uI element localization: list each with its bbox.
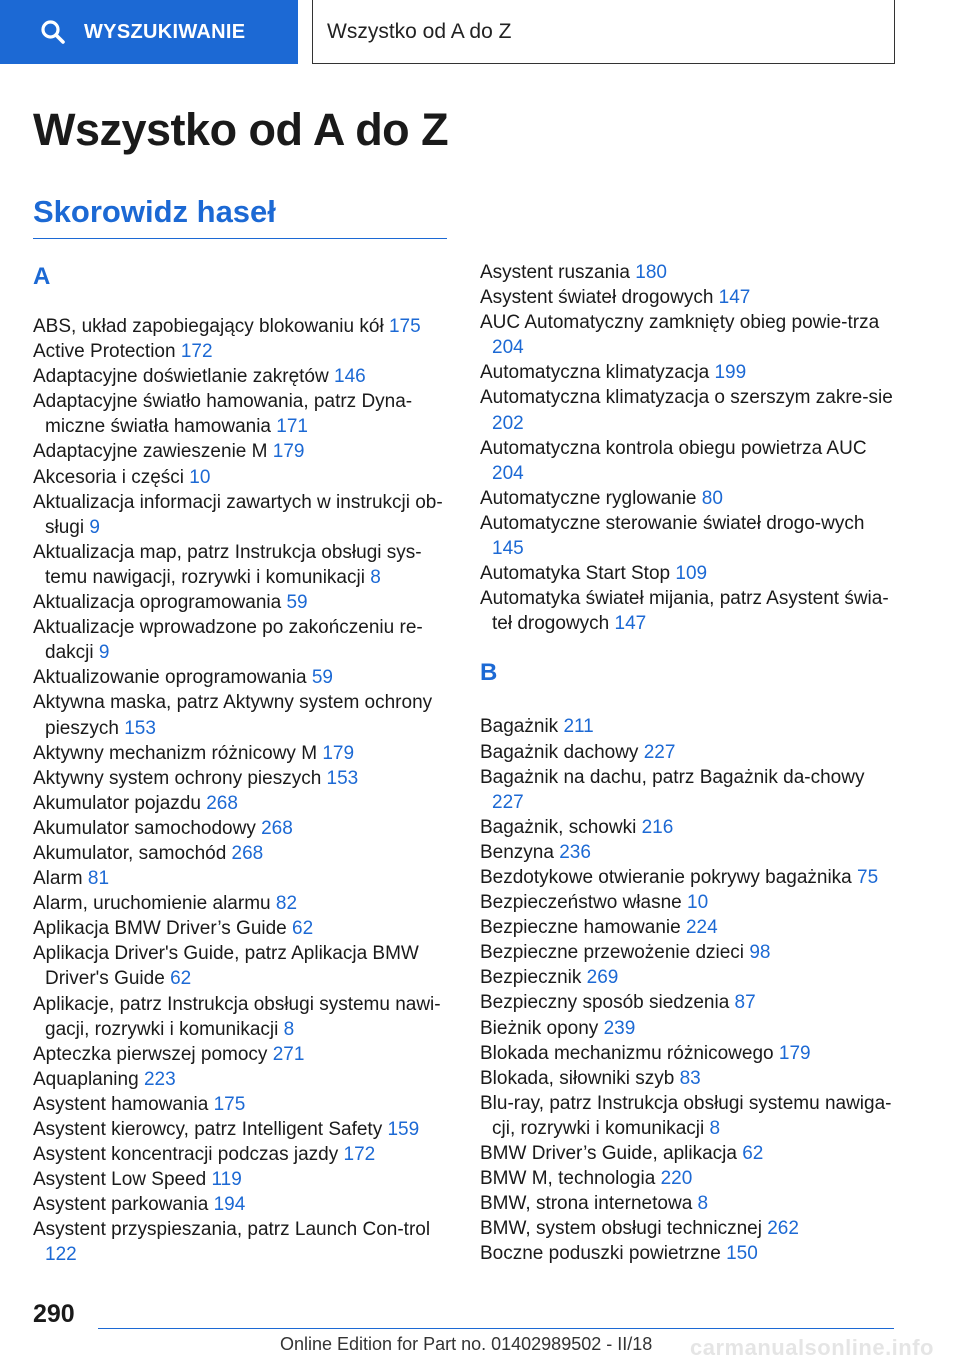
index-entry-text: Aplikacje, patrz Instrukcja obsługi systemu nawi-gacji, rozrywki i komunikacji (33, 993, 441, 1040)
index-entry (480, 1091, 900, 1141)
index-entry-text: Aktywna maska, patrz Aktywny system ochrony pieszych (33, 692, 433, 739)
index-entry (480, 765, 900, 815)
page-link[interactable]: 216 (641, 816, 674, 838)
page-link[interactable]: 220 (660, 1168, 693, 1190)
page-link[interactable]: 180 (635, 262, 667, 283)
index-entry (480, 385, 900, 435)
page-link[interactable]: 239 (603, 1017, 636, 1039)
letter-heading-a: A (33, 263, 51, 290)
page-link[interactable]: 236 (559, 841, 591, 863)
index-entry-text: Aktywny system ochrony pieszych (33, 767, 322, 789)
page-link[interactable]: 271 (272, 1043, 305, 1065)
page-link[interactable]: 179 (322, 742, 355, 764)
page-link[interactable]: 268 (261, 817, 293, 839)
index-column-right (480, 260, 900, 1266)
index-entry (33, 615, 463, 665)
page-number: 290 (33, 1300, 75, 1328)
index-entry-text: Bagażnik (480, 716, 559, 738)
index-entry (480, 1041, 900, 1066)
page-link[interactable]: 269 (586, 967, 619, 989)
index-entry-text: AUC Automatyczny zamknięty obieg powie-trza (480, 312, 880, 334)
edition-info: Online Edition for Part no. 01402989502 - II/18 (280, 1334, 653, 1354)
page-link[interactable]: 9 (89, 516, 100, 538)
page-link[interactable]: 150 (726, 1243, 758, 1265)
index-entry-text: Bezpieczne hamowanie (480, 917, 681, 939)
index-entry (480, 486, 900, 511)
page-link[interactable]: 62 (292, 918, 314, 940)
search-icon (40, 19, 66, 45)
page-link[interactable]: 224 (685, 917, 718, 939)
index-entry-text: Blu-ray, patrz Instrukcja obsługi systemu nawiga-cji, rozrywki i komunikacji (480, 1092, 892, 1139)
index-entry-text: Automatyka świateł mijania, patrz Asystent świa-teł drogowych (480, 588, 889, 635)
page-link[interactable]: 175 (388, 316, 421, 337)
index-entry-text: Bezdotykowe otwieranie pokrywy bagażnika (480, 866, 852, 888)
index-entry (480, 815, 900, 840)
search-button[interactable] (0, 0, 298, 64)
page-link[interactable]: 153 (326, 767, 359, 789)
index-entry-text: BMW M, technologia (480, 1168, 656, 1190)
page-link[interactable]: 147 (718, 287, 751, 309)
index-entry (33, 690, 463, 740)
page-link[interactable]: 204 (492, 337, 524, 359)
page-link[interactable]: 199 (714, 362, 747, 384)
index-entry (33, 841, 463, 866)
index-entry (33, 816, 463, 841)
page-link[interactable]: 172 (180, 341, 213, 363)
index-entry-text: Bagażnik na dachu, patrz Bagażnik da-chowy (480, 766, 865, 788)
index-entry-text: BMW, strona internetowa (480, 1193, 693, 1215)
index-entry-text: Alarm (33, 868, 83, 890)
index-entry (480, 714, 900, 739)
page-link[interactable]: 9 (98, 642, 110, 664)
index-entry-text: Automatyczne ryglowanie (480, 487, 697, 509)
page-link[interactable]: 59 (286, 592, 308, 614)
page-link[interactable]: 122 (45, 1244, 77, 1266)
footer-divider (98, 1328, 894, 1329)
index-entry (33, 389, 463, 439)
index-entry (480, 1216, 900, 1241)
section-title: Skorowidz haseł (33, 194, 276, 229)
index-entry (480, 586, 900, 636)
page-link[interactable]: 227 (643, 741, 676, 763)
index-entry (480, 1166, 900, 1191)
index-entry-text: ABS, układ zapobiegający blokowaniu kół (33, 316, 384, 337)
index-list-a (33, 314, 463, 1268)
index-entry (33, 1192, 463, 1217)
index-entry-text: Aktualizacja informacji zawartych w instrukcji ob-sługi (33, 491, 443, 538)
page-link[interactable]: 211 (563, 716, 594, 738)
index-entry (33, 590, 463, 615)
index-entry-text: Automatyka Start Stop (480, 563, 671, 585)
index-entry (33, 1067, 463, 1092)
page-link[interactable]: 62 (742, 1143, 764, 1164)
index-entry (33, 314, 463, 339)
page-link[interactable]: 268 (206, 792, 238, 814)
index-entry-text: Aktualizacja map, patrz Instrukcja obsługi sys-temu nawigacji, rozrywki i komunikacji (33, 541, 422, 588)
index-entry-text: Apteczka pierwszej pomocy (33, 1043, 268, 1065)
letter-heading-b: B (480, 659, 498, 687)
index-entry (33, 465, 463, 490)
page-link[interactable]: 8 (283, 1018, 295, 1040)
index-entry-text: Benzyna (480, 841, 554, 863)
breadcrumb-label: Wszystko od A do Z (327, 19, 512, 43)
index-entry (33, 1217, 463, 1267)
index-entry-text: Aplikacja BMW Driver’s Guide (33, 918, 287, 940)
index-entry (480, 360, 900, 385)
index-entry-text: Bezpieczeństwo własne (480, 892, 682, 914)
page-link[interactable]: 10 (189, 466, 211, 488)
index-entry (33, 791, 463, 816)
index-entry-text: Asystent parkowania (33, 1194, 209, 1216)
index-entry (480, 1016, 900, 1041)
index-entry-text: Aktualizacje wprowadzone po zakończeniu re-dakcji (33, 617, 423, 664)
index-list-b (480, 714, 900, 1266)
page-link[interactable]: 194 (213, 1194, 246, 1216)
page-link[interactable]: 153 (124, 717, 156, 739)
index-entry-text: Asystent ruszania (480, 262, 630, 283)
page-link[interactable]: 119 (211, 1169, 242, 1191)
index-entry (480, 1141, 900, 1166)
index-entry (480, 915, 900, 940)
index-entry (480, 890, 900, 915)
watermark: carmanualsonline.info (690, 1335, 934, 1360)
index-entry (480, 285, 900, 310)
index-entry-text: Alarm, uruchomienie alarmu (33, 893, 271, 915)
index-entry-text: Bagażnik, schowki (480, 816, 637, 838)
index-entry (480, 1191, 900, 1216)
index-entry (33, 741, 463, 766)
page-link[interactable]: 202 (492, 412, 524, 434)
index-entry (480, 965, 900, 990)
index-entry (480, 561, 900, 586)
index-entry-text: Bagażnik dachowy (480, 741, 639, 763)
index-list-a-continued (480, 260, 900, 636)
page-link[interactable]: 8 (709, 1117, 721, 1139)
page-link[interactable]: 87 (734, 992, 756, 1014)
index-entry-text: Akumulator, samochód (33, 842, 227, 864)
index-entry (33, 490, 463, 540)
index-entry-text: Blokada, siłowniki szyb (480, 1067, 675, 1089)
top-bar (0, 0, 960, 66)
index-entry-text: BMW Driver’s Guide, aplikacja (480, 1143, 737, 1164)
index-entry (33, 766, 463, 791)
index-entry (33, 339, 463, 364)
page-link[interactable]: 62 (170, 968, 192, 990)
section-divider (33, 238, 447, 239)
index-entry-text: Asystent świateł drogowych (480, 287, 714, 309)
index-entry (33, 1117, 463, 1142)
search-button-label: WYSZUKIWANIE (84, 20, 246, 43)
index-entry (33, 1167, 463, 1192)
index-entry-text: Boczne poduszki powietrzne (480, 1243, 721, 1265)
index-entry (480, 1241, 900, 1266)
page-link[interactable]: 171 (276, 416, 308, 438)
index-entry (480, 865, 900, 890)
index-entry-text: BMW, system obsługi technicznej (480, 1218, 762, 1240)
index-column-left (33, 256, 463, 1268)
index-entry-text: Akumulator pojazdu (33, 792, 201, 814)
index-entry-text: Akcesoria i części (33, 466, 184, 488)
index-entry-text: Automatyczna kontrola obiegu powietrza AUC (480, 437, 867, 459)
index-entry-text: Bieżnik opony (480, 1017, 599, 1039)
page-link[interactable]: 83 (679, 1067, 701, 1089)
index-entry (33, 540, 463, 590)
index-entry-text: Active Protection (33, 341, 176, 363)
index-entry-text: Bezpieczny sposób siedzenia (480, 992, 730, 1014)
index-entry (33, 665, 463, 690)
page-link[interactable]: 59 (311, 667, 333, 689)
page-link[interactable]: 179 (272, 441, 305, 463)
index-entry-text: Aktualizacja oprogramowania (33, 592, 282, 614)
page-link[interactable]: 175 (213, 1093, 246, 1115)
index-entry-text: Asystent kierowcy, patrz Intelligent Safety (33, 1119, 383, 1140)
index-entry-text: Aquaplaning (33, 1068, 139, 1090)
index-entry (33, 439, 463, 464)
index-entry-text: Aplikacja Driver's Guide, patrz Aplikacja BMW Driver's Guide (33, 943, 419, 990)
index-entry (33, 891, 463, 916)
breadcrumb[interactable] (312, 0, 895, 64)
page-link[interactable]: 159 (387, 1119, 420, 1140)
index-entry-text: Automatyczne sterowanie świateł drogo-wych (480, 512, 865, 534)
page-link[interactable]: 147 (614, 613, 647, 635)
page-link[interactable]: 223 (143, 1068, 176, 1090)
page-link[interactable]: 146 (334, 366, 366, 388)
index-entry (480, 1066, 900, 1091)
index-entry-text: Akumulator samochodowy (33, 817, 256, 839)
index-entry-text: Adaptacyjne doświetlanie zakrętów (33, 366, 329, 388)
index-entry (33, 364, 463, 389)
page-link[interactable]: 204 (492, 462, 524, 484)
page-link[interactable]: 109 (675, 563, 708, 585)
page-title: Wszystko od A do Z (33, 104, 449, 155)
index-entry-text: Asystent przyspieszania, patrz Launch Con-trol (33, 1219, 431, 1241)
index-entry (480, 260, 900, 285)
page-link[interactable]: 82 (275, 893, 298, 915)
index-entry (480, 436, 900, 486)
index-entry (33, 1042, 463, 1067)
index-entry (33, 1092, 463, 1117)
index-entry (480, 940, 900, 965)
index-entry (33, 1142, 463, 1167)
page-link[interactable]: 80 (701, 487, 723, 509)
page-link[interactable]: 75 (857, 866, 879, 888)
page-link[interactable]: 81 (87, 868, 110, 890)
index-entry-text: Asystent koncentracji podczas jazdy (33, 1144, 339, 1166)
index-entry (33, 992, 463, 1042)
page-link[interactable]: 179 (778, 1042, 811, 1064)
index-entry-text: Adaptacyjne zawieszenie M (33, 441, 268, 463)
index-entry-text: Asystent hamowania (33, 1093, 209, 1115)
index-entry (480, 310, 900, 360)
page-link[interactable]: 8 (370, 566, 381, 588)
index-entry-text: Aktywny mechanizm różnicowy M (33, 742, 318, 764)
page-link[interactable]: 145 (492, 538, 524, 560)
index-entry (480, 511, 900, 561)
index-entry-text: Asystent Low Speed (33, 1169, 207, 1191)
page-link[interactable]: 8 (697, 1193, 709, 1215)
index-entry (33, 916, 463, 941)
index-entry-text: Bezpiecznik (480, 967, 582, 989)
index-entry (33, 866, 463, 891)
index-entry-text: Blokada mechanizmu różnicowego (480, 1042, 774, 1064)
index-entry (33, 941, 463, 991)
page-link[interactable]: 10 (687, 892, 709, 914)
page-link[interactable]: 262 (767, 1218, 799, 1240)
index-entry-text: Aktualizowanie oprogramowania (33, 667, 307, 689)
index-entry (480, 740, 900, 765)
index-entry (480, 840, 900, 865)
index-entry-text: Automatyczna klimatyzacja o szerszym zakre-sie (480, 387, 893, 409)
page-link[interactable]: 268 (231, 842, 264, 864)
page-link[interactable]: 98 (749, 942, 771, 964)
index-entry-text: Automatyczna klimatyzacja (480, 362, 710, 384)
index-entry-text: Adaptacyjne światło hamowania, patrz Dyna-miczne światła hamowania (33, 391, 413, 438)
page-link[interactable]: 172 (343, 1144, 376, 1166)
index-entry-text: Bezpieczne przewożenie dzieci (480, 942, 745, 964)
page-link[interactable]: 227 (492, 791, 524, 813)
index-entry (480, 990, 900, 1015)
